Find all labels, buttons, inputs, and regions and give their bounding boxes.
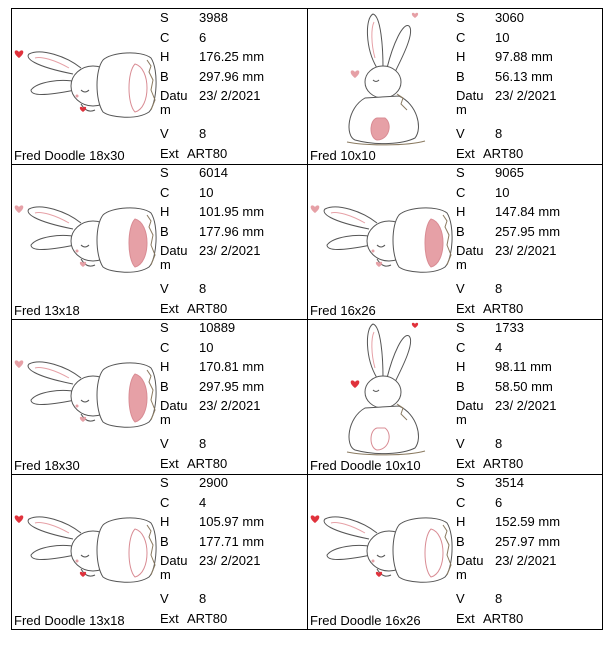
spec-date-label: Datu xyxy=(456,243,484,258)
spec-ext-label: Ext xyxy=(160,611,179,626)
spec-b-value: 297.96 mm xyxy=(199,68,265,84)
spec-date-label-wrap: m xyxy=(160,257,171,272)
spec-b-label: B xyxy=(456,68,465,84)
spec-date-value: 23/ 2/2021 xyxy=(199,243,261,258)
spec-date-label-wrap: m xyxy=(160,412,171,427)
spec-b-value: 177.71 mm xyxy=(199,533,265,549)
spec-h-value: 176.25 mm xyxy=(199,49,265,64)
design-cell xyxy=(11,318,307,473)
rabbit-embroidery-thumbnail xyxy=(11,473,159,611)
design-name: Fred 13x18 xyxy=(14,303,80,318)
spec-date-label-wrap: m xyxy=(456,567,467,582)
spec-date-value: 23/ 2/2021 xyxy=(199,398,261,413)
design-cell xyxy=(11,473,307,628)
spec-c-value: 6 xyxy=(199,29,207,45)
spec-h-value: 101.95 mm xyxy=(199,204,265,219)
rabbit-embroidery-thumbnail xyxy=(11,8,159,146)
spec-v-value: 8 xyxy=(199,126,207,141)
spec-v-label: V xyxy=(160,436,169,451)
spec-ext-label: Ext xyxy=(456,301,475,316)
rabbit-embroidery-thumbnail xyxy=(11,163,159,301)
spec-ext-label: Ext xyxy=(456,611,475,626)
spec-h-label: H xyxy=(160,49,170,64)
spec-s-label: S xyxy=(160,475,169,490)
spec-ext-value: ART80 xyxy=(187,146,228,161)
spec-s-value: 2900 xyxy=(199,475,228,490)
design-name: Fred Doodle 10x10 xyxy=(310,458,421,473)
spec-ext-value: ART80 xyxy=(187,301,228,316)
spec-date-value: 23/ 2/2021 xyxy=(495,88,557,103)
design-cell xyxy=(11,8,307,163)
spec-h-value: 147.84 mm xyxy=(495,204,561,219)
spec-s-label: S xyxy=(456,320,465,335)
spec-date-label: Datu xyxy=(160,88,188,103)
design-name: Fred Doodle 13x18 xyxy=(14,613,125,628)
spec-s-value: 1733 xyxy=(495,320,524,335)
spec-ext-value: ART80 xyxy=(483,301,524,316)
spec-v-label: V xyxy=(456,281,465,296)
spec-b-value: 257.95 mm xyxy=(495,223,561,239)
spec-date-label: Datu xyxy=(160,398,188,413)
spec-h-value: 152.59 mm xyxy=(495,514,561,529)
spec-c-value: 6 xyxy=(495,494,503,510)
spec-c-label: C xyxy=(456,339,466,355)
spec-c-value: 4 xyxy=(495,339,503,355)
spec-v-value: 8 xyxy=(495,436,503,451)
spec-s-label: S xyxy=(456,10,465,25)
rabbit-embroidery-thumbnail xyxy=(307,473,455,611)
spec-s-label: S xyxy=(160,320,169,335)
spec-h-label: H xyxy=(456,204,466,219)
spec-date-label-wrap: m xyxy=(456,257,467,272)
spec-v-value: 8 xyxy=(199,436,207,451)
design-name: Fred 16x26 xyxy=(310,303,376,318)
spec-ext-label: Ext xyxy=(456,146,475,161)
spec-c-label: C xyxy=(160,339,170,355)
spec-h-value: 170.81 mm xyxy=(199,359,265,374)
rabbit-embroidery-thumbnail xyxy=(11,318,159,456)
spec-date-label-wrap: m xyxy=(456,102,467,117)
spec-c-value: 4 xyxy=(199,494,207,510)
spec-date-label-wrap: m xyxy=(160,102,171,117)
spec-ext-label: Ext xyxy=(456,456,475,471)
spec-date-value: 23/ 2/2021 xyxy=(495,553,557,568)
design-cell xyxy=(307,163,603,318)
spec-v-value: 8 xyxy=(495,281,503,296)
spec-s-value: 3514 xyxy=(495,475,524,490)
spec-date-label: Datu xyxy=(160,553,188,568)
spec-b-label: B xyxy=(456,533,465,549)
design-name: Fred 18x30 xyxy=(14,458,80,473)
spec-b-value: 58.50 mm xyxy=(495,378,553,394)
spec-date-value: 23/ 2/2021 xyxy=(199,553,261,568)
spec-s-label: S xyxy=(456,475,465,490)
spec-b-value: 177.96 mm xyxy=(199,223,265,239)
spec-c-value: 10 xyxy=(199,339,214,355)
spec-v-label: V xyxy=(456,436,465,451)
spec-date-value: 23/ 2/2021 xyxy=(495,243,557,258)
spec-b-value: 56.13 mm xyxy=(495,68,553,84)
design-cell xyxy=(307,8,603,163)
spec-c-label: C xyxy=(456,494,466,510)
spec-c-label: C xyxy=(456,29,466,45)
spec-h-value: 98.11 mm xyxy=(495,359,552,374)
spec-date-value: 23/ 2/2021 xyxy=(495,398,557,413)
spec-v-value: 8 xyxy=(199,281,207,296)
rabbit-embroidery-thumbnail xyxy=(307,163,455,301)
spec-v-value: 8 xyxy=(199,591,207,606)
spec-h-label: H xyxy=(456,514,466,529)
spec-date-label: Datu xyxy=(456,553,484,568)
spec-s-value: 3988 xyxy=(199,10,228,25)
spec-c-value: 10 xyxy=(495,184,510,200)
spec-c-label: C xyxy=(160,184,170,200)
spec-c-label: C xyxy=(160,29,170,45)
design-cell xyxy=(307,318,603,473)
spec-h-label: H xyxy=(160,359,170,374)
spec-c-label: C xyxy=(456,184,466,200)
spec-s-value: 6014 xyxy=(199,165,228,180)
spec-date-label: Datu xyxy=(456,88,484,103)
spec-date-label: Datu xyxy=(456,398,484,413)
spec-v-value: 8 xyxy=(495,591,503,606)
spec-v-label: V xyxy=(160,591,169,606)
rabbit-embroidery-thumbnail xyxy=(307,8,455,146)
spec-ext-label: Ext xyxy=(160,301,179,316)
spec-s-value: 10889 xyxy=(199,320,236,335)
spec-ext-label: Ext xyxy=(160,146,179,161)
spec-v-value: 8 xyxy=(495,126,503,141)
spec-s-value: 9065 xyxy=(495,165,524,180)
design-cell xyxy=(11,163,307,318)
spec-b-label: B xyxy=(160,378,169,394)
spec-s-label: S xyxy=(456,165,465,180)
spec-c-label: C xyxy=(160,494,170,510)
design-cell xyxy=(307,473,603,628)
spec-ext-label: Ext xyxy=(160,456,179,471)
spec-c-value: 10 xyxy=(199,184,214,200)
spec-ext-value: ART80 xyxy=(187,456,228,471)
spec-date-label-wrap: m xyxy=(160,567,171,582)
design-name: Fred 10x10 xyxy=(310,148,376,163)
spec-h-value: 97.88 mm xyxy=(495,49,553,64)
spec-b-label: B xyxy=(160,223,169,239)
spec-date-label: Datu xyxy=(160,243,188,258)
spec-date-label-wrap: m xyxy=(456,412,467,427)
spec-ext-value: ART80 xyxy=(483,611,524,626)
spec-c-value: 10 xyxy=(495,29,510,45)
spec-b-label: B xyxy=(160,533,169,549)
spec-h-value: 105.97 mm xyxy=(199,514,265,529)
spec-ext-value: ART80 xyxy=(483,146,524,161)
rabbit-embroidery-thumbnail xyxy=(307,318,455,456)
spec-b-label: B xyxy=(456,223,465,239)
spec-b-label: B xyxy=(456,378,465,394)
spec-s-value: 3060 xyxy=(495,10,524,25)
spec-b-value: 297.95 mm xyxy=(199,378,265,394)
spec-b-label: B xyxy=(160,68,169,84)
spec-s-label: S xyxy=(160,165,169,180)
spec-v-label: V xyxy=(456,591,465,606)
spec-b-value: 257.97 mm xyxy=(495,533,561,549)
spec-ext-value: ART80 xyxy=(483,456,524,471)
spec-h-label: H xyxy=(456,359,466,374)
design-name: Fred Doodle 16x26 xyxy=(310,613,421,628)
spec-date-value: 23/ 2/2021 xyxy=(199,88,261,103)
spec-s-label: S xyxy=(160,10,169,25)
design-name: Fred Doodle 18x30 xyxy=(14,148,125,163)
spec-v-label: V xyxy=(160,126,169,141)
spec-v-label: V xyxy=(456,126,465,141)
spec-h-label: H xyxy=(456,49,466,64)
spec-h-label: H xyxy=(160,204,170,219)
spec-v-label: V xyxy=(160,281,169,296)
spec-h-label: H xyxy=(160,514,170,529)
spec-ext-value: ART80 xyxy=(187,611,228,626)
